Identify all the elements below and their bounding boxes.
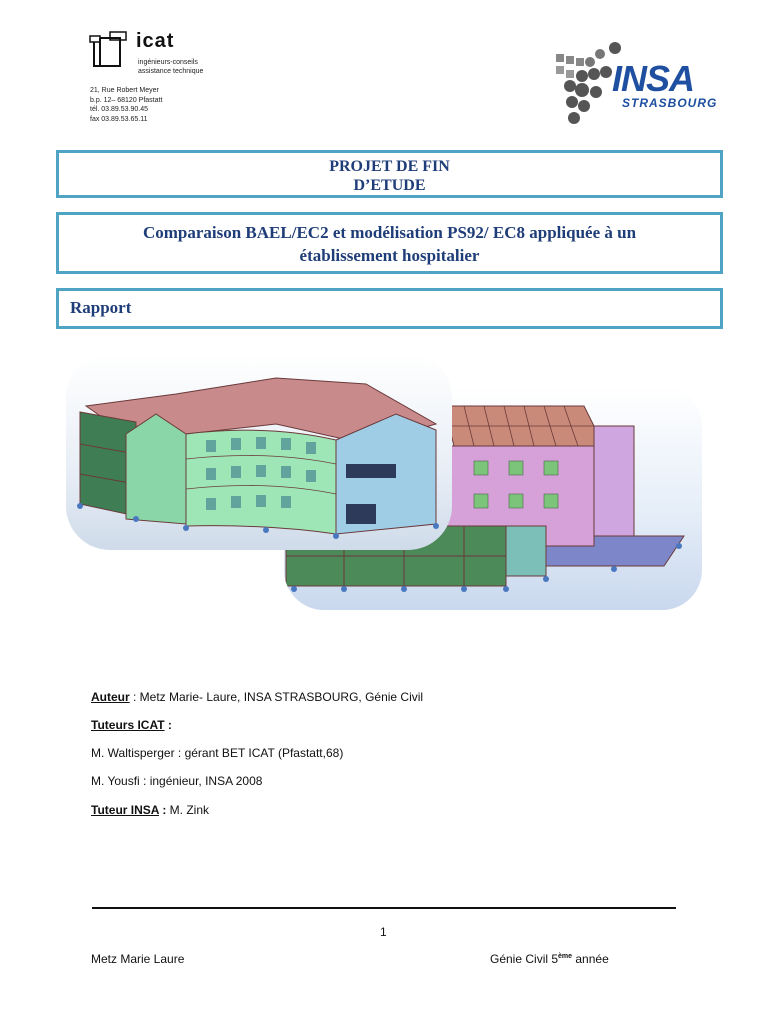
projet-title-line: D’ETUDE bbox=[353, 177, 426, 194]
building-model-image bbox=[66, 354, 452, 550]
insa-logo bbox=[552, 32, 722, 126]
footer-rule bbox=[92, 907, 676, 909]
icat-logo bbox=[88, 28, 268, 88]
tuteur-insa-line bbox=[91, 803, 209, 817]
tuteur-line: M. Yousfi : ingénieur, INSA 2008 bbox=[91, 774, 263, 788]
address-line: fax 03.89.53.65.11 bbox=[90, 115, 148, 123]
auteur-line bbox=[91, 690, 423, 704]
tuteur-line: M. Waltisperger : gérant BET ICAT (Pfastatt,68) bbox=[91, 746, 344, 760]
projet-title-box bbox=[56, 150, 723, 198]
tuteur-insa-colon: : bbox=[159, 803, 170, 817]
auteur-value: : Metz Marie- Laure, INSA STRASBOURG, Génie Civil bbox=[129, 690, 424, 704]
address-line: tél. 03.89.53.90.45 bbox=[90, 106, 148, 113]
insa-name: INSA bbox=[612, 58, 695, 99]
icat-address bbox=[90, 86, 162, 124]
tuteurs-icat-label: Tuteurs ICAT bbox=[91, 718, 165, 732]
footer-program-sup: ème bbox=[558, 953, 573, 960]
subject-title-line: établissement hospitalier bbox=[299, 246, 480, 265]
subject-title-line: Comparaison BAEL/EC2 et modélisation PS92/ EC8 appliquée à un bbox=[142, 223, 637, 242]
rapport-label: Rapport bbox=[70, 298, 132, 317]
address-line: b.p. 12– 68120 Pfastatt bbox=[90, 96, 163, 104]
auteur-label: Auteur bbox=[91, 690, 130, 704]
building-render-left bbox=[66, 354, 452, 550]
tuteur-insa-label: Tuteur INSA bbox=[91, 803, 159, 817]
page-number: 1 bbox=[380, 925, 387, 939]
footer-program bbox=[490, 952, 609, 966]
footer-author: Metz Marie Laure bbox=[91, 952, 185, 966]
address-line: 21, Rue Robert Meyer bbox=[90, 87, 159, 94]
rapport-box bbox=[56, 288, 723, 329]
icat-tagline-line: ingénieurs-conseils bbox=[138, 59, 198, 66]
tuteurs-icat-line bbox=[91, 718, 172, 732]
tuteurs-icat-colon: : bbox=[164, 718, 172, 732]
icat-tagline bbox=[138, 58, 203, 76]
tuteur-insa-value: M. Zink bbox=[169, 803, 210, 817]
footer-program-suffix: année bbox=[572, 952, 609, 966]
icat-tagline-line: assistance technique bbox=[138, 68, 204, 75]
icat-mark-icon bbox=[88, 28, 132, 72]
insa-city: STRASBOURG bbox=[622, 96, 718, 110]
icat-name: icat bbox=[136, 30, 175, 52]
projet-title-line: PROJET DE FIN bbox=[329, 158, 450, 175]
subject-title-box bbox=[56, 212, 723, 274]
footer-program-text: Génie Civil 5 bbox=[490, 952, 559, 966]
